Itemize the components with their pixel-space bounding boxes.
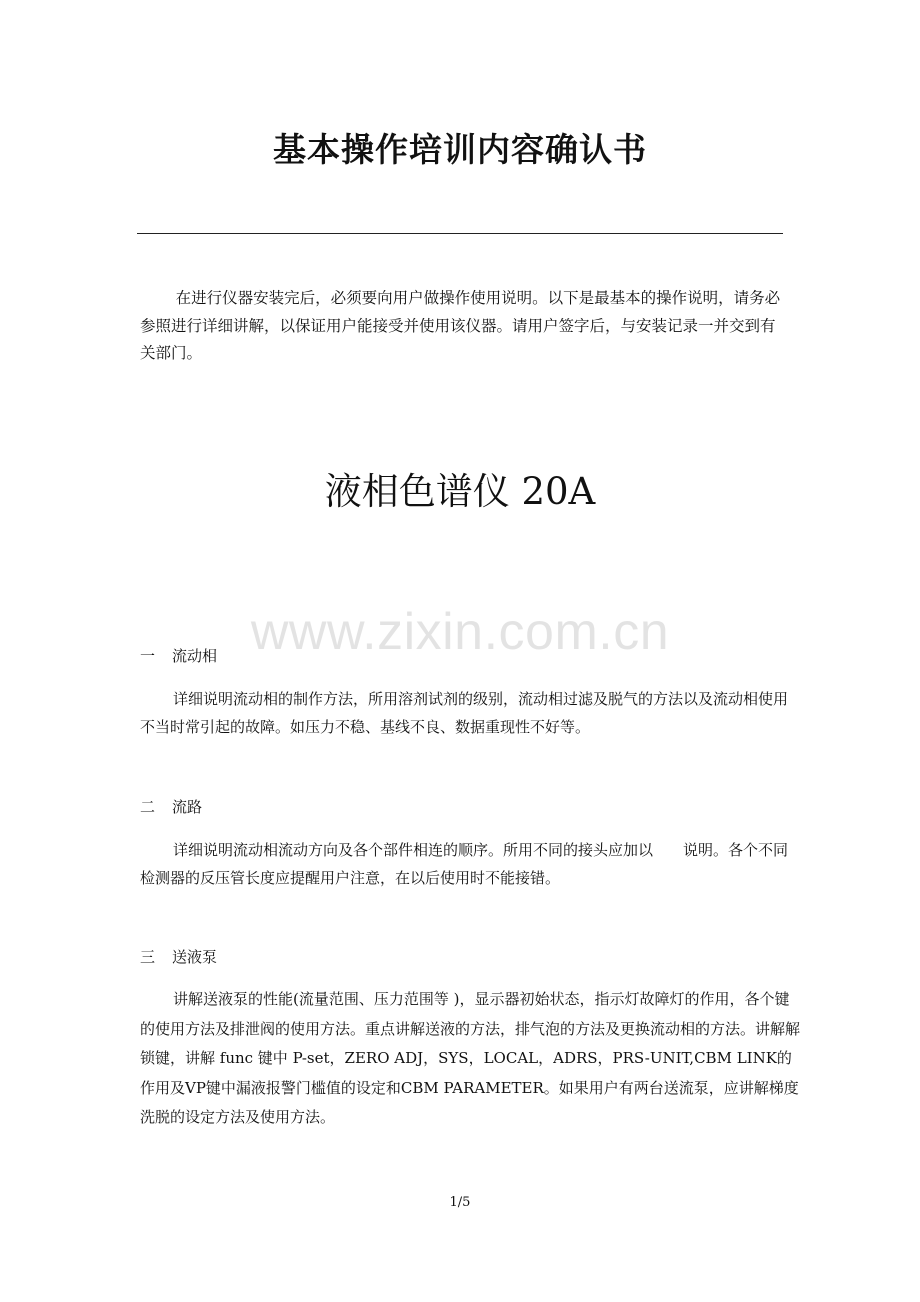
section-heading-pump	[140, 946, 217, 968]
intro-paragraph: 在进行仪器安装完后，必须要向用户做操作使用说明。以下是最基本的操作说明，请务必参照进行详细讲解，以保证用户能接受并使用该仪器。请用户签字后，与安装记录一并交到有关部门。	[140, 289, 781, 362]
section-body-flow-path: 详细说明流动相流动方向及各个部件相连的顺序。所用不同的接头应加以 说明。各个不同检测器的反压管长度应提醒用户注意，在以后使用时不能接错。	[140, 841, 789, 887]
section-title: 流动相	[172, 647, 218, 665]
instrument-name: 液相色谱仪 20A	[324, 470, 596, 513]
section-heading-mobile-phase	[140, 645, 217, 667]
section-title: 流路	[172, 798, 203, 816]
section-number: 一	[140, 647, 156, 665]
title-divider	[137, 233, 783, 234]
page-number: 1/5	[449, 1195, 471, 1210]
watermark: www.zixin.com.cn	[250, 603, 670, 661]
document-title: 基本操作培训内容确认书	[273, 130, 647, 169]
section-number: 二	[140, 798, 156, 816]
section-body-mobile-phase: 详细说明流动相的制作方法，所用溶剂试剂的级别，流动相过滤及脱气的方法以及流动相使用不当时常引起的故障。如压力不稳、基线不良、数据重现性不好等。	[140, 690, 789, 736]
section-body-pump: 讲解送液泵的性能(流量范围、压力范围等 )，显示器初始状态，指示灯故障灯的作用，各个键的使用方法及排泄阀的使用方法。重点讲解送液的方法，排气泡的方法及更换流动相的方法。讲解解锁键，讲解 func 键中 P-set，ZERO ADJ，SYS，LOCAL，ADRS，PRS-UNIT,CBM LINK的作用及VP键中漏液报警门槛值的设定和CBM PARAMETER。如果用户有两台送流泵，应讲解梯度洗脱的设定方法及使用方法。	[140, 990, 801, 1126]
section-title: 送液泵	[172, 948, 218, 966]
section-heading-flow-path	[140, 796, 202, 818]
section-number: 三	[140, 948, 156, 966]
